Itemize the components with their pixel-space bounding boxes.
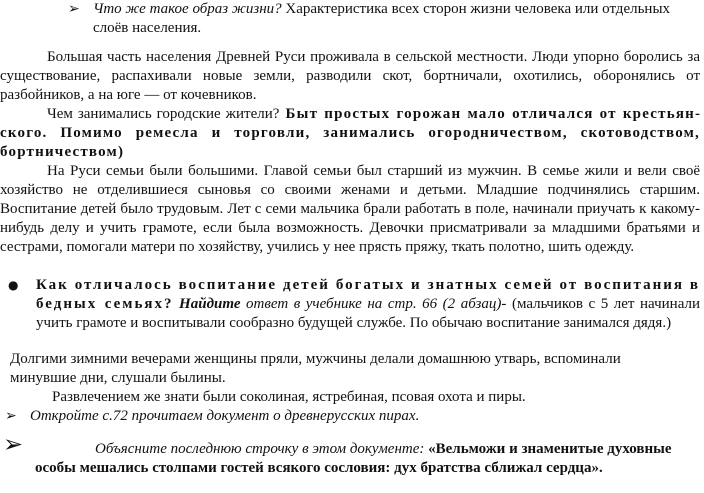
answer-text: (мальчиков с 5 лет начинали учить грамоте и воспитывали сообразно будущей службе. По обычаю воспитание занимался дядя.): [36, 296, 700, 331]
task-open-document: Откройте с.72 прочитаем документ о древнерусских пирах.: [30, 408, 420, 424]
question-text: Как отличалось воспитание детей богатых и знатных семей от воспитания в бедных семьях?: [36, 277, 700, 312]
paragraph-townspeople: [0, 105, 700, 162]
bullet-icon: ●: [8, 278, 19, 292]
quote-text: «Вельможи и знаменитые духовные особы мешались столпами гостей всякого сословия: дух братства сближал сердца».: [35, 441, 672, 476]
question-upbringing: [36, 276, 700, 333]
arrow-bullet-icon: ➢: [3, 430, 24, 458]
answer-text: Быт простых горожан мало отличался от крестьянского. Помимо ремесла и торговли, занимались огородничеством, скотоводством, бортничеством): [0, 106, 700, 160]
question-text: Чем занимались городские жители?: [47, 106, 280, 122]
question-text: Объясните последнюю строчку в этом документе:: [95, 441, 425, 457]
instruction-text: Найдите: [173, 296, 241, 312]
arrow-bullet-icon: ➢: [5, 408, 17, 424]
paragraph-nobility: Развлечением же знати были соколиная, ястребиная, псовая охота и пиры.: [52, 389, 526, 405]
paragraph-families: На Руси семьи были большими. Главой семьи был старший из мужчин. В семье жили и вели своё хозяйство не отделившиеся сыновья со своими женами и детьми. Младшие подчинялись старшим. Воспитание детей было трудовым. Лет с семи мальчика брали работать в поле, начинали приучать к какому-нибудь делу и учить грамоте, если была возможность. Девочки присматривали за младшими братьями и сестрами, помогали матери по хозяйству, учились у нее прясть пряжу, ткать полотно, шить одежду.: [0, 163, 700, 255]
paragraph-winter-evenings: Долгими зимними вечерами женщины пряли, мужчины делали домашнюю утварь, вспоминали минувшие дни, слушали былины.: [10, 351, 621, 386]
answer-text: Характеристика всех сторон жизни человека или отдельных слоёв населения.: [93, 1, 671, 36]
arrow-bullet-icon: ➢: [68, 1, 80, 17]
task-explain-quote: [35, 440, 700, 478]
paragraph-rural: Большая часть населения Древней Руси проживала в сельской местности. Люди упорно боролись за существование, распахивали новые земли, разводили скот, бортничали, охотились, оборонялись от разбойников, а на юге — от кочевников.: [0, 49, 700, 103]
question-lifestyle: [93, 0, 699, 38]
question-text: Что же такое образ жизни?: [93, 1, 282, 17]
instruction-detail: ответ в учебнике на стр. 66 (2 абзац)-: [240, 296, 507, 312]
